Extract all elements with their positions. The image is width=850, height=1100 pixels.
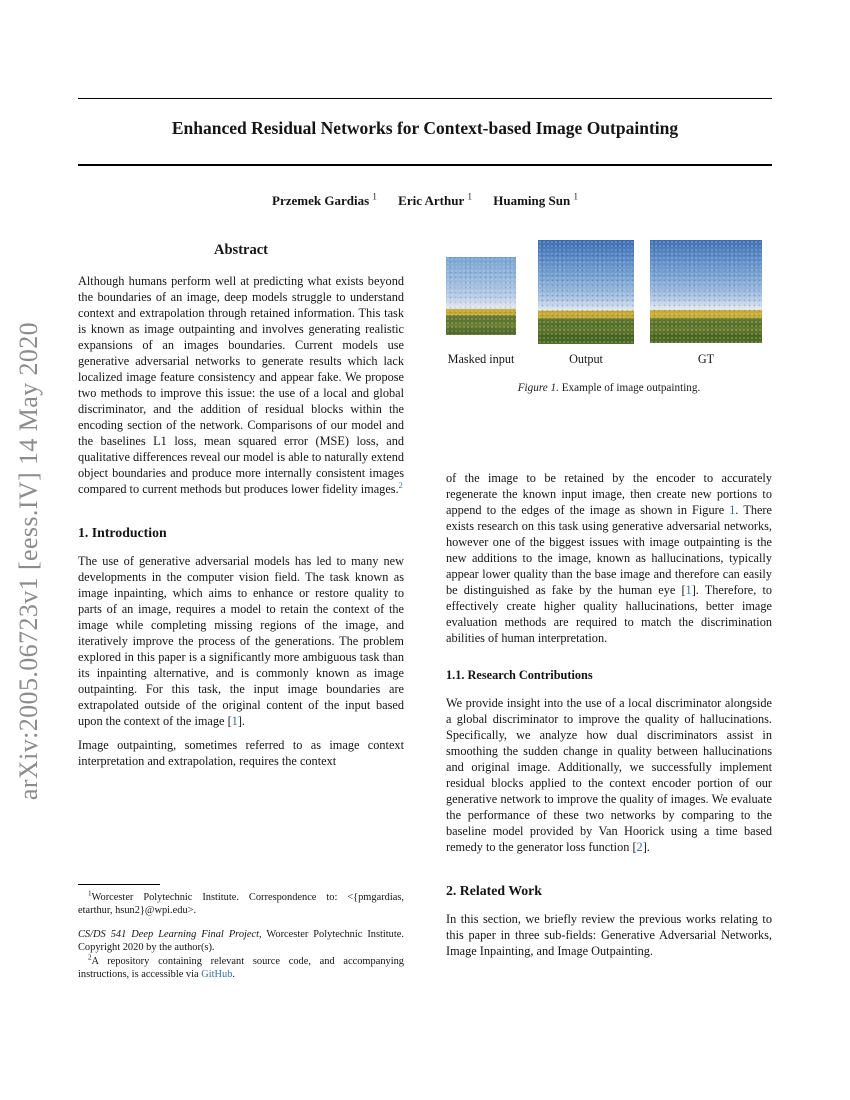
footnote-project-note — [78, 928, 404, 955]
author-1-name: Przemek Gardias — [272, 193, 370, 208]
text-segment: Image outpainting, sometimes referred to as image context interpretation and extrapolation, requires the context — [78, 738, 404, 768]
text-segment: 2 — [88, 953, 92, 962]
figure-1-caption — [446, 382, 772, 394]
figure-1 — [446, 240, 772, 394]
text-segment: CS/DS 541 Deep Learning Final Project — [78, 928, 260, 940]
figure-1-caption-text: Example of image outpainting. — [558, 382, 701, 394]
section-heading-introduction: 1. Introduction — [78, 525, 167, 540]
figure-1-images — [446, 240, 772, 344]
text-segment: , Worcester Polytechnic Institute. Copyright 2020 by the author(s). — [78, 928, 404, 954]
header-bottom-rule — [78, 164, 772, 166]
text-segment: ]. — [642, 840, 650, 854]
related-work-paragraph — [446, 911, 772, 959]
abstract-text — [78, 273, 404, 497]
text-segment: We provide insight into the use of a local discriminator alongside a global discriminator to improve the quality of hallucinations. Specifically, we analyze how dual discriminators assist in smoothing the sudden change in quality between hallucinations and original image. Additionally, we successfully implement residual blocks applied to the context encoder portion of our generative network to improve the quality of images. We evaluate the performance of these two networks by comparing to the baseline model provided by Van Hoorick using a time based remedy to the generator loss function [ — [446, 696, 772, 854]
footnote-block — [78, 884, 404, 981]
text-segment: In this section, we briefly review the previous works relating to this paper in three sub-fields: Generative Adversarial Networks, Image Inpainting, and Image Outpainting. — [446, 912, 772, 958]
author-3-name: Huaming Sun — [493, 193, 571, 208]
authors-line — [78, 193, 772, 209]
paper-title: Enhanced Residual Networks for Context-based Image Outpainting — [171, 118, 679, 138]
text-segment: ]. — [237, 714, 245, 728]
figure-label-gt: GT — [697, 352, 715, 366]
abstract-heading: Abstract — [214, 242, 268, 258]
author-1 — [272, 193, 377, 208]
text-segment: . There exists research on this task using generative adversarial networks, however one of the biggest issues with image outpainting is the new additions to the image, known as hallucinations, typically appear lower quality than the base image and therefore can easily be distinguished as fake by the human eye [ — [446, 503, 772, 597]
footnote-1 — [78, 891, 404, 918]
figure-label-masked-input: Masked input — [447, 352, 515, 366]
column-left — [78, 240, 404, 769]
figure-image-output — [538, 240, 634, 344]
text-segment: . — [232, 969, 236, 981]
figure-image-masked-input — [446, 257, 516, 335]
research-contributions-paragraph — [446, 695, 772, 855]
text-segment: of the image to be retained by the encoder to accurately regenerate the known input image, then create new portions to append to the edges of the image as shown in Figure — [446, 471, 772, 517]
figure-1-labels — [446, 352, 772, 368]
header-top-rule — [78, 98, 772, 99]
text-segment: 1 — [88, 889, 92, 898]
text-segment: The use of generative adversarial models has led to many new developments in the computer vision field. The task known as image inpainting, which aims to enhance or restore quality to parts of an image, requires a model to retain the context of the image while completing missing regions of the image, and iteratively improve the process of the generations. The problem explored in this paper is a significantly more ambiguous task than its inpainting alternative, and is commonly known as image outpainting. For this task, the input image boundaries are extrapolated outside of the original content of the input based upon the context of the image [ — [78, 554, 404, 728]
text-segment: ]. Therefore, to effectively create higher quality hallucinations, better image evaluation methods are required to match the discrimination abilities of human interpretation. — [446, 583, 773, 645]
figure-1-ref[interactable]: 1 — [729, 503, 736, 517]
citation-1-link[interactable]: 1 — [685, 583, 692, 597]
figure-label-output: Output — [569, 352, 603, 366]
github-link[interactable]: GitHub — [201, 969, 233, 981]
author-2-name: Eric Arthur — [398, 193, 465, 208]
intro-paragraph-2 — [78, 737, 404, 769]
text-segment: Although humans perform well at predicting what exists beyond the boundaries of an image, deep models struggle to understand context and extrapolation through retained information. This task is known as image outpainting and involves generating realistic expansions of an images boundaries. Current models use generative adversarial networks to generate results which lack localized image feature consistency and appear fake. We propose two methods to improve this issue: the use of a local and global discriminator, and the addition of residual blocks within the encoding section of the network. Comparisons of our model and the baselines L1 loss, mean squared error (MSE) loss, and qualitative differences reveal our model is able to naturally extend object boundaries and produce more internally consistent images compared to current methods but produces lower fidelity images. — [78, 274, 404, 496]
footnote-2-ref[interactable]: 2 — [398, 480, 403, 490]
figure-1-caption-tag: Figure 1. — [517, 382, 559, 394]
citation-2-link[interactable]: 2 — [636, 840, 643, 854]
author-2-affiliation-mark: 1 — [467, 191, 472, 202]
intro-paragraph-1 — [78, 553, 404, 729]
figure-image-gt — [650, 240, 762, 343]
section-heading-related-work: 2. Related Work — [446, 883, 542, 898]
text-segment: Worcester Polytechnic Institute. Correspondence to: <{pmgardias, etarthur, hsun2}@wpi.edu>. — [78, 892, 404, 917]
author-3 — [493, 193, 578, 208]
author-1-affiliation-mark: 1 — [372, 191, 377, 202]
arxiv-banner: arXiv:2005.06723v1 [eess.IV] 14 May 2020 — [14, 321, 43, 801]
citation-1-link[interactable]: 1 — [231, 714, 238, 728]
author-3-affiliation-mark: 1 — [573, 191, 578, 202]
footnote-divider — [78, 884, 160, 885]
text-segment: A repository containing relevant source code, and accompanying instructions, is accessible via — [78, 955, 404, 981]
author-2 — [398, 193, 472, 208]
column-right — [446, 240, 772, 959]
footnote-2 — [78, 955, 404, 982]
section-heading-research-contributions: 1.1. Research Contributions — [446, 668, 593, 682]
right-paragraph-1 — [446, 470, 772, 646]
